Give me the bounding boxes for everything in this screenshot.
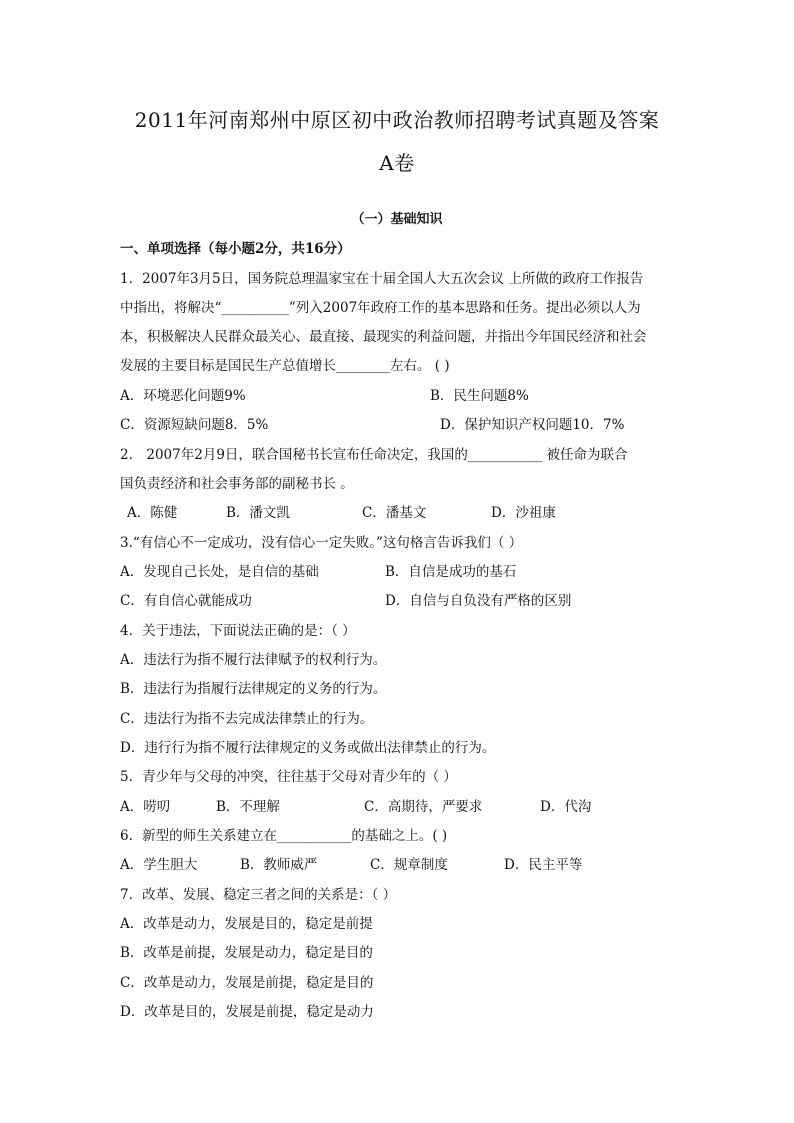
option-a: A．陈健: [127, 505, 178, 521]
option-a: A．唠叨: [120, 799, 171, 815]
option-b: B．民生问题8%: [430, 388, 529, 404]
option-d: D．改革是目的，发展是前提，稳定是动力: [120, 1004, 374, 1020]
question-text-line: 6．新型的师生关系建立在___________的基础之上。( ): [120, 828, 448, 844]
question-text-line: 7．改革、发展、稳定三者之间的关系是：（ ）: [120, 887, 397, 903]
option-b: B．自信是成功的基石: [385, 564, 517, 580]
option-c: C．资源短缺问题8．5%: [120, 417, 269, 433]
option-a: A．发现自己长处，是自信的基础: [120, 564, 319, 580]
question-text-line: 5．青少年与父母的冲突，往往基于父母对青少年的（ ）: [120, 769, 457, 785]
option-b: B．不理解: [216, 799, 280, 815]
section-heading: （一）基础知识: [351, 212, 443, 227]
question-text-line: 1．2007年3月5日，国务院总理温家宝在十届全国人大五次会议 上所做的政府工作报告: [120, 271, 644, 287]
document-title: 2011年河南郑州中原区初中政治教师招聘考试真题及答案: [134, 108, 660, 132]
question-text-line: 中指出，将解决“__________”列入2007年政府工作的基本思路和任务。提出必须以人为: [120, 300, 641, 316]
option-d: D．保护知识产权问题10．7%: [440, 417, 625, 433]
question-text-line: 发展的主要目标是国民生产总值增长________左右。 ( ): [120, 358, 450, 374]
question-text-line: 4．关于违法，下面说法正确的是：（ ）: [120, 623, 356, 639]
option-c: C．规章制度: [370, 857, 448, 873]
question-text-line: 2． 2007年2月9日，联合国秘书长宣布任命决定，我国的___________ 被任命为联合: [120, 447, 628, 463]
option-d: D．自信与自负没有严格的区别: [385, 593, 572, 609]
option-a: A．环境恶化问题9%: [120, 388, 246, 404]
option-b: B．潘文凯: [226, 505, 290, 521]
option-d: D．沙祖康: [491, 505, 556, 521]
option-b: B．改革是前提，发展是动力，稳定是目的: [120, 945, 373, 961]
document-subtitle: A卷: [379, 151, 415, 175]
option-c: C．高期待，严要求: [364, 799, 483, 815]
option-a: A．违法行为指不履行法律赋予的权利行为。: [120, 652, 387, 668]
option-c: C．改革是动力，发展是前提，稳定是目的: [120, 975, 374, 991]
option-b: B．违法行为指履行法律规定的义务的行为。: [120, 681, 387, 697]
option-d: D．代沟: [540, 799, 592, 815]
option-c: C．违法行为指不去完成法律禁止的行为。: [120, 711, 374, 727]
option-a: A．学生胆大: [120, 857, 198, 873]
option-d: D．民主平等: [504, 857, 583, 873]
option-c: C．潘基文: [362, 505, 427, 521]
option-b: B．教师威严: [240, 857, 318, 873]
part-heading: 一、单项选择（每小题2分，共16分）: [120, 241, 351, 257]
option-c: C．有自信心就能成功: [120, 593, 252, 609]
question-text-line: 3.“有信心不一定成功，没有信心一定失败。”这句格言告诉我们（ ）: [120, 535, 523, 551]
option-a: A．改革是动力，发展是目的，稳定是前提: [120, 916, 373, 932]
question-text-line: 本，积极解决人民群众最关心、最直接、最现实的利益问题，并指出今年国民经济和社会: [120, 329, 647, 345]
question-text-line: 国负责经济和社会事务部的副秘书长 。: [120, 476, 354, 492]
option-d: D．违行行为指不履行法律规定的义务或做出法律禁止的行为。: [120, 740, 496, 756]
